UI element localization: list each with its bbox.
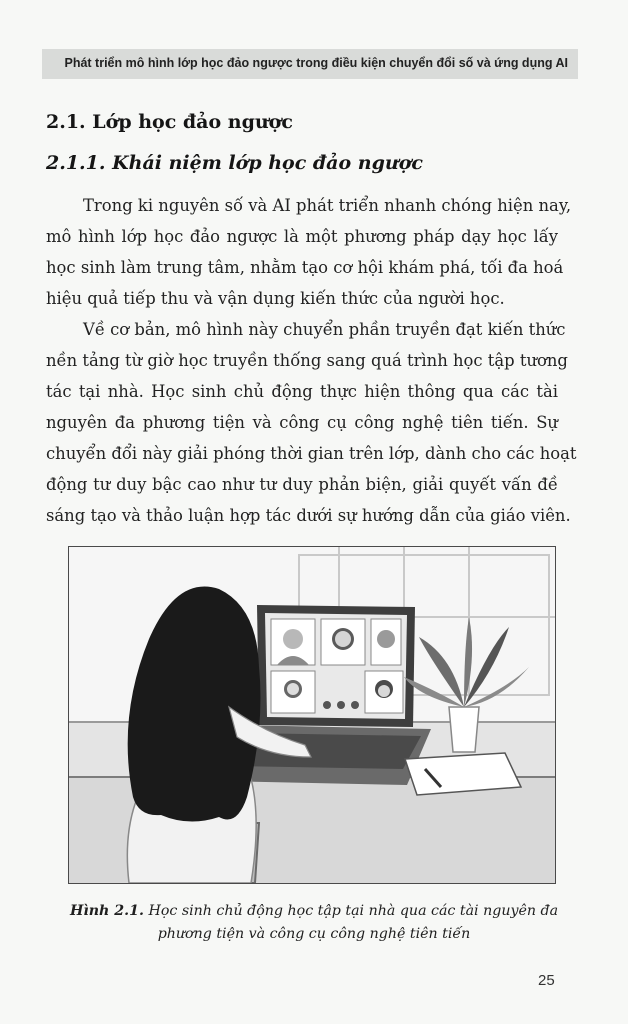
caption-text-1: Học sinh chủ động học tập tại nhà qua các tài nguyên đa (148, 903, 559, 919)
notebook-and-pen (405, 753, 521, 795)
caption-line-1 (46, 900, 582, 923)
student-video-call-illustration (69, 547, 555, 883)
paragraph-line: sáng tạo và thảo luận hợp tác dưới sự hướng dẫn của giáo viên. (46, 506, 571, 525)
paragraph-1 (46, 190, 572, 314)
paragraph-line: Về cơ bản, mô hình này chuyển phần truyền đạt kiến thức (83, 320, 566, 339)
paragraph-line: mô hình lớp học đảo ngược là một phương pháp dạy học lấy (46, 227, 558, 246)
paragraph-line: động tư duy bậc cao như tư duy phản biện, giải quyết vấn đề (46, 475, 558, 494)
section-title: 2.1. Lớp học đảo ngược (46, 111, 293, 133)
paragraph-line: Trong ki nguyên số và AI phát triển nhanh chóng hiện nay, (83, 196, 572, 215)
figure-caption (46, 900, 582, 946)
running-header-title: Phát triển mô hình lớp học đảo ngược trong điều kiện chuyển đổi số và ứng dụng AI (64, 56, 568, 70)
running-header (42, 49, 578, 79)
caption-line-2: phương tiện và công cụ công nghệ tiên tiến (157, 926, 471, 942)
subsection-title: 2.1.1. Khái niệm lớp học đảo ngược (46, 152, 423, 174)
paragraph-line: nguyên đa phương tiện và công cụ công nghệ tiên tiến. Sự (46, 413, 558, 432)
paragraph-line: nền tảng từ giờ học truyền thống sang quá trình học tập tương (46, 351, 568, 370)
paragraph-line: chuyển đổi này giải phóng thời gian trên lớp, dành cho các hoạt (46, 444, 577, 463)
paragraph-line: học sinh làm trung tâm, nhằm tạo cơ hội khám phá, tối đa hoá (46, 258, 564, 277)
figure-illustration (68, 546, 556, 884)
paragraph-line: tác tại nhà. Học sinh chủ động thực hiện thông qua các tài (46, 382, 558, 401)
page-number: 25 (538, 972, 555, 989)
paragraph-2 (46, 314, 577, 531)
paragraph-line: hiệu quả tiếp thu và vận dụng kiến thức của người học. (46, 289, 505, 308)
figure-label: Hình 2.1. (69, 903, 144, 919)
